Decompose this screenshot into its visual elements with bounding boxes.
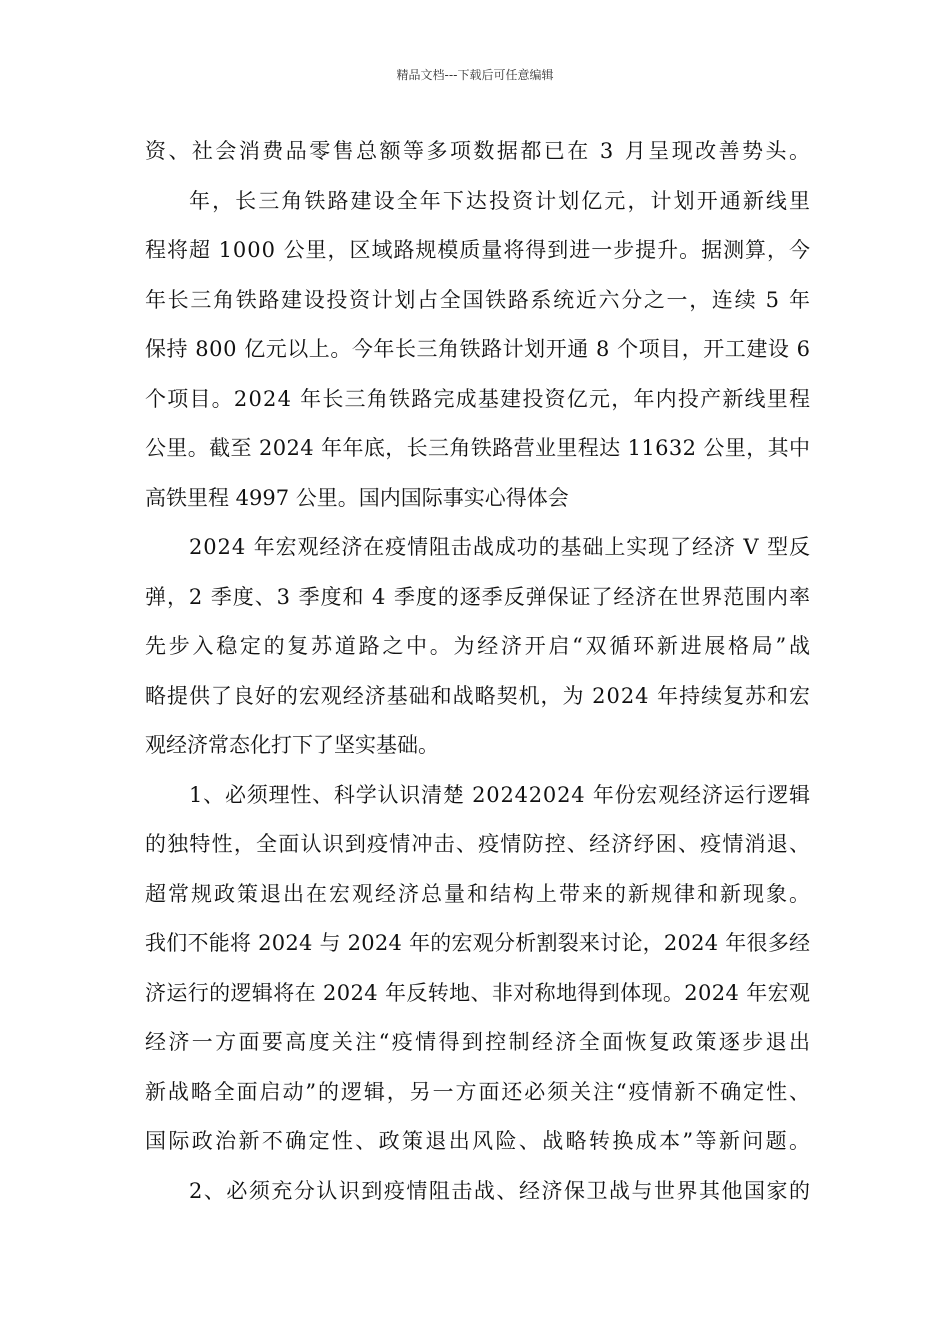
document-body [145, 127, 813, 1216]
text-line: 资、社会消费品零售总额等多项数据都已在 3 月呈现改善势头。 [145, 139, 813, 163]
text-line: 1、必须理性、科学认识清楚 20242024 年份宏观经济运行逻辑 [189, 782, 811, 807]
text-line: 年长三角铁路建设投资计划占全国铁路系统近六分之一，连续 5 年 [145, 287, 812, 312]
text-line: 我们不能将 2024 与 2024 年的宏观分析割裂来讨论，2024 年很多经 [145, 931, 811, 955]
text-line: 经济一方面要高度关注“疫情得到控制经济全面恢复政策逐步退出 [145, 1030, 813, 1054]
text-line: 的独特性，全面认识到疫情冲击、疫情防控、经济纾困、疫情消退、 [145, 832, 812, 856]
text-line: 先步入稳定的复苏道路之中。为经济开启“双循环新进展格局”战 [145, 634, 813, 658]
text-line: 济运行的逻辑将在 2024 年反转地、非对称地得到体现。2024 年宏观 [145, 980, 811, 1005]
text-line: 高铁里程 4997 公里。国内国际事实心得体会 [145, 485, 569, 510]
text-line: 2、必须充分认识到疫情阻击战、经济保卫战与世界其他国家的 [189, 1178, 812, 1203]
text-line: 略提供了良好的宏观经济基础和战略契机，为 2024 年持续复苏和宏 [145, 683, 811, 708]
text-line: 新战略全面启动”的逻辑，另一方面还必须关注“疫情新不确定性、 [145, 1079, 812, 1104]
text-line: 弹，2 季度、3 季度和 4 季度的逐季反弹保证了经济在世界范围内率 [145, 584, 811, 609]
text-line: 公里。截至 2024 年年底，长三角铁路营业里程达 11632 公里，其中 [145, 436, 811, 460]
text-line: 国际政治新不确定性、政策退出风险、战略转换成本”等新问题。 [145, 1129, 813, 1153]
text-line: 观经济常态化打下了坚实基础。 [145, 733, 439, 757]
text-line: 超常规政策退出在宏观经济总量和结构上带来的新规律和新现象。 [145, 881, 812, 906]
text-line: 保持 800 亿元以上。今年长三角铁路计划开通 8 个项目，开工建设 6 [145, 337, 811, 361]
text-line: 年，长三角铁路建设全年下达投资计划亿元，计划开通新线里 [189, 188, 813, 213]
text-line: 程将超 1000 公里，区域路规模质量将得到进一步提升。据测算，今 [145, 238, 811, 262]
text-line: 2024 年宏观经济在疫情阻击战成功的基础上实现了经济 V 型反 [189, 535, 811, 559]
page-header: 精品文档---下载后可任意编辑 [396, 68, 554, 82]
text-line: 个项目。2024 年长三角铁路完成基建投资亿元，年内投产新线里程 [145, 386, 812, 411]
